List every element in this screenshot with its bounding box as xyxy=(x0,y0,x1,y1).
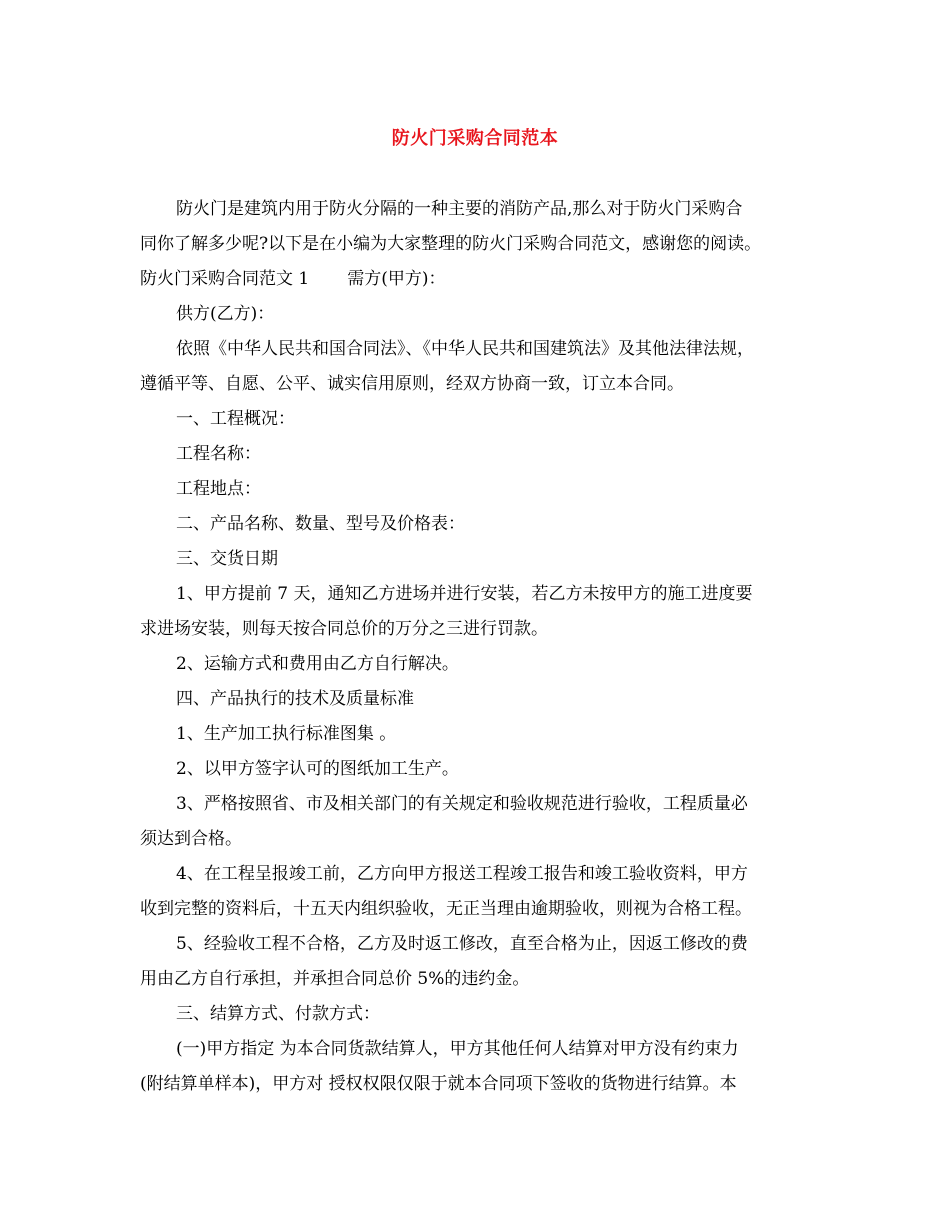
body-line: (一)甲方指定 为本合同货款结算人，甲方其他任何人结算对甲方没有约束力 xyxy=(176,1039,739,1059)
party-a-label: 需方(甲方)： xyxy=(347,269,446,289)
body-line: 三、交货日期 xyxy=(176,549,278,569)
body-line: 4、在工程呈报竣工前，乙方向甲方报送工程竣工报告和竣工验收资料，甲方 xyxy=(176,864,748,884)
body-line: 3、严格按照省、市及相关部门的有关规定和验收规范进行验收，工程质量必 xyxy=(176,794,748,814)
body-line: 四、产品执行的技术及质量标准 xyxy=(176,689,414,709)
body-line: 收到完整的资料后，十五天内组织验收，无正当理由逾期验收，则视为合格工程。 xyxy=(140,899,752,919)
sample-heading: 防火门采购合同范文 1 xyxy=(140,269,310,289)
body-line: (附结算单样本)，甲方对 授权权限仅限于就本合同项下签收的货物进行结算。本 xyxy=(140,1074,737,1094)
body-line: 遵循平等、自愿、公平、诚实信用原则，经双方协商一致，订立本合同。 xyxy=(140,374,684,394)
body-line: 工程名称： xyxy=(176,444,261,464)
body-line: 同你了解多少呢?以下是在小编为大家整理的防火门采购合同范文，感谢您的阅读。 xyxy=(140,234,762,254)
document-body xyxy=(140,192,816,1102)
document-title: 防火门采购合同范本 xyxy=(391,128,559,149)
body-line: 二、产品名称、数量、型号及价格表： xyxy=(176,514,465,534)
body-line: 2、运输方式和费用由乙方自行解决。 xyxy=(176,654,459,674)
body-line: 1、生产加工执行标准图集 。 xyxy=(176,724,397,744)
body-line: 用由乙方自行承担，并承担合同总价 5%的违约金。 xyxy=(140,969,530,989)
body-line: 2、以甲方签字认可的图纸加工生产。 xyxy=(176,759,459,779)
body-line: 求进场安装，则每天按合同总价的万分之三进行罚款。 xyxy=(140,619,548,639)
body-line: 依照《中华人民共和国合同法》、《中华人民共和国建筑法》及其他法律法规， xyxy=(176,339,754,359)
body-line: 防火门是建筑内用于防火分隔的一种主要的消防产品,那么对于防火门采购合 xyxy=(176,199,743,219)
body-line: 1、甲方提前 7 天，通知乙方进场并进行安装，若乙方未按甲方的施工进度要 xyxy=(176,584,753,604)
body-line: 三、结算方式、付款方式： xyxy=(176,1004,380,1024)
body-line xyxy=(140,262,816,297)
body-line: 供方(乙方)： xyxy=(176,304,275,324)
body-line: 须达到合格。 xyxy=(140,829,242,849)
body-line: 工程地点： xyxy=(176,479,261,499)
body-line: 5、经验收工程不合格，乙方及时返工修改，直至合格为止，因返工修改的费 xyxy=(176,934,748,954)
body-line: 一、工程概况： xyxy=(176,409,295,429)
